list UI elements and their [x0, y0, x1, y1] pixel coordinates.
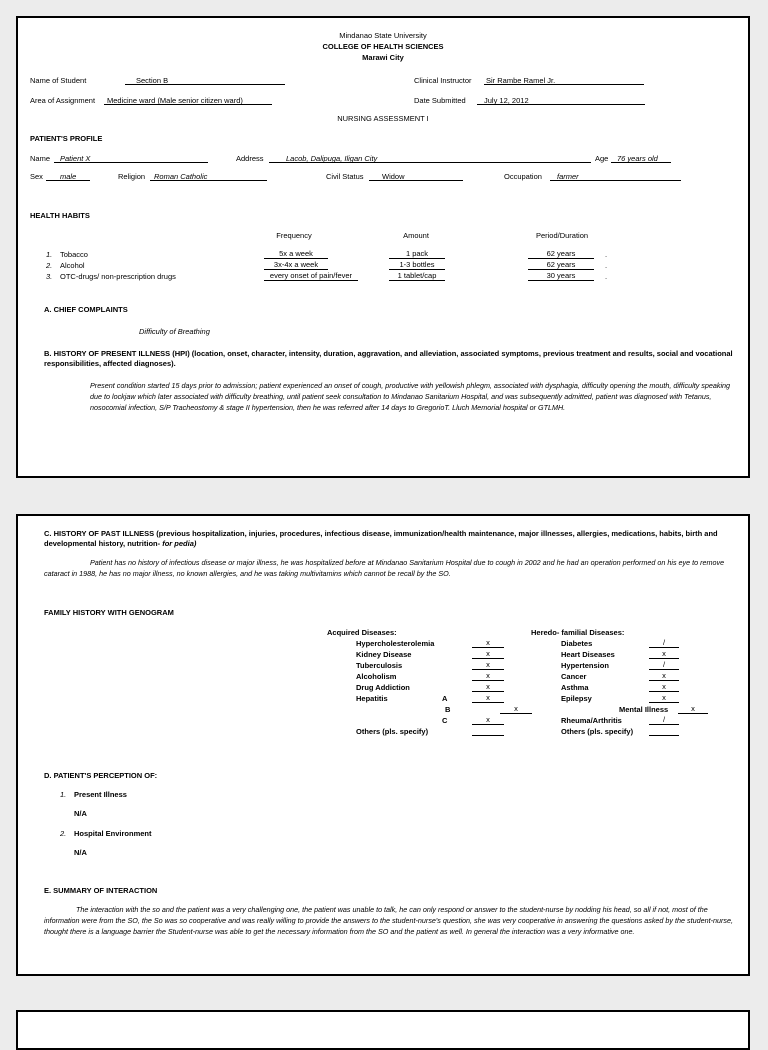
- acquired-mark: x: [472, 693, 504, 703]
- acquired-others-line: [472, 735, 504, 736]
- chief-complaints-text: Difficulty of Breathing: [139, 327, 210, 336]
- col-amount: Amount: [403, 231, 429, 240]
- acquired-others-label: Others (pls. specify): [356, 727, 429, 736]
- student-name-label: Name of Student: [30, 76, 87, 85]
- acquired-label: Tuberculosis: [356, 661, 403, 670]
- health-habits-heading: HEALTH HABITS: [30, 211, 90, 220]
- family-history-heading: FAMILY HISTORY WITH GENOGRAM: [44, 608, 174, 617]
- heredo-mark: x: [649, 682, 679, 692]
- habit-frequency: 5x a week: [264, 249, 328, 259]
- heredo-mark: /: [649, 638, 679, 648]
- habit-period: 62 years: [528, 249, 594, 259]
- acquired-label: Alcoholism: [356, 672, 397, 681]
- hepatitis-c-label: C: [442, 716, 448, 725]
- page-1: [16, 16, 750, 478]
- acquired-mark: x: [472, 660, 504, 670]
- heredo-label: Asthma: [561, 683, 589, 692]
- acquired-label: Hepatitis: [356, 694, 388, 703]
- address-label: Address: [236, 154, 264, 163]
- heredo-label: Heart Diseases: [561, 650, 615, 659]
- religion-value: Roman Catholic: [154, 172, 208, 181]
- occupation-label: Occupation: [504, 172, 542, 181]
- clinical-instructor-value: Sir Rambe Ramel Jr.: [486, 76, 556, 85]
- habit-label: Tobacco: [60, 250, 88, 259]
- habit-label: Alcohol: [60, 261, 85, 270]
- college-name: COLLEGE OF HEALTH SCIENCES: [322, 42, 444, 51]
- page-3: [16, 1010, 750, 1050]
- acquired-diseases-heading: Acquired Diseases:: [327, 628, 397, 637]
- heredo-mark: x: [649, 671, 679, 681]
- heredo-label: Hypertension: [561, 661, 609, 670]
- acquired-mark: x: [472, 649, 504, 659]
- perception-item-num: 2.: [60, 829, 67, 838]
- hospital-environment-label: Hospital Environment: [74, 829, 152, 838]
- hpi-heading: B. HISTORY OF PRESENT ILLNESS (HPI) (location, onset, character, intensity, duration, aggravation, and alleviation, associated symptoms, previous treatment and results, social and vocational responsibilities, affected diagnoses).: [44, 349, 733, 368]
- date-submitted-label: Date Submitted: [414, 96, 466, 105]
- acquired-mark: x: [472, 638, 504, 648]
- address-value: Lacob, Dalipuga, Iligan City: [286, 154, 378, 163]
- hepatitis-b-mark: x: [500, 704, 532, 714]
- heredo-others-label: Others (pls. specify): [561, 727, 634, 736]
- acquired-mark: x: [472, 682, 504, 692]
- heredo-mark: x: [649, 693, 679, 703]
- heredo-label: Cancer: [561, 672, 587, 681]
- area-label: Area of Assignment: [30, 96, 96, 105]
- habit-frequency: every onset of pain/fever: [264, 271, 358, 281]
- sex-label: Sex: [30, 172, 43, 181]
- rheuma-mark: /: [649, 715, 679, 725]
- habit-amount: 1-3 bottles: [389, 260, 445, 270]
- area-value: Medicine ward (Male senior citizen ward): [107, 96, 243, 105]
- habit-dot: .: [605, 272, 608, 281]
- chief-complaints-heading: A. CHIEF COMPLAINTS: [44, 305, 128, 314]
- habit-period: 30 years: [528, 271, 594, 281]
- mental-illness-mark: x: [678, 704, 708, 714]
- date-submitted-value: July 12, 2012: [484, 96, 529, 105]
- habit-num: 2.: [46, 261, 53, 270]
- city-name: Marawi City: [362, 53, 404, 62]
- student-section: Section B: [136, 76, 169, 85]
- civil-status-value: Widow: [382, 172, 405, 181]
- acquired-label: Drug Addiction: [356, 683, 410, 692]
- habit-frequency: 3x-4x a week: [264, 260, 328, 270]
- heredo-label: Diabetes: [561, 639, 593, 648]
- col-frequency: Frequency: [276, 231, 312, 240]
- occupation-value: farmer: [557, 172, 579, 181]
- col-period: Period/Duration: [535, 231, 589, 240]
- acquired-label: Kidney Disease: [356, 650, 412, 659]
- heredo-mark: x: [649, 649, 679, 659]
- perception-item-num: 1.: [60, 790, 67, 799]
- heredo-diseases-heading: Heredo- familial Diseases:: [531, 628, 625, 637]
- present-illness-label: Present Illness: [74, 790, 127, 799]
- university-name: Mindanao State University: [339, 31, 427, 40]
- hepatitis-a-label: A: [442, 694, 448, 703]
- hospital-environment-value: N/A: [74, 848, 87, 857]
- sex-value: male: [60, 172, 77, 181]
- clinical-instructor-label: Clinical Instructor: [414, 76, 472, 85]
- heredo-mark: /: [649, 660, 679, 670]
- rheuma-label: Rheuma/Arthritis: [561, 716, 622, 725]
- past-illness-heading: C. HISTORY OF PAST ILLNESS (previous hospitalization, injuries, procedures, infectious disease, immunization/health maintenance, major illnesses, allergies, medications, habits, birth and developmental history, nutrition- for pedia): [44, 529, 718, 548]
- perception-heading: D. PATIENT'S PERCEPTION OF:: [44, 771, 158, 780]
- habit-num: 1.: [46, 250, 53, 259]
- page-2: [16, 514, 750, 976]
- civil-status-label: Civil Status: [326, 172, 364, 181]
- religion-label: Religion: [118, 172, 146, 181]
- hepatitis-b-label: B: [445, 705, 451, 714]
- habit-amount: 1 pack: [389, 249, 445, 259]
- age-label: Age: [595, 154, 609, 163]
- habit-amount: 1 tablet/cap: [389, 271, 445, 281]
- past-illness-text: Patient has no history of infectious disease or major illness, he was hospitalized before at Mindanao Sanitarium Hospital due to cough in 2002 and he had an operation performed on his eye to remove cataract in 1988, he has no major illness, no known allergies, and he was taking multivitamins which cannot be recall by the SO.: [44, 558, 725, 578]
- summary-heading: E. SUMMARY OF INTERACTION: [44, 886, 158, 895]
- patient-name-value: Patient X: [60, 154, 91, 163]
- form-title: NURSING ASSESSMENT I: [337, 114, 429, 123]
- heredo-label: Epilepsy: [561, 694, 592, 703]
- habit-period: 62 years: [528, 260, 594, 270]
- present-illness-value: N/A: [74, 809, 87, 818]
- habit-label: OTC-drugs/ non-prescription drugs: [60, 272, 176, 281]
- patient-name-label: Name: [30, 154, 51, 163]
- acquired-label: Hypercholesterolemia: [356, 639, 435, 648]
- mental-illness-label: Mental Illness: [619, 705, 669, 714]
- acquired-mark: x: [472, 671, 504, 681]
- hepatitis-c-mark: x: [472, 715, 504, 725]
- age-value: 76 years old: [617, 154, 658, 163]
- habit-dot: .: [605, 261, 608, 270]
- habit-dot: .: [605, 250, 608, 259]
- habit-num: 3.: [46, 272, 53, 281]
- summary-text: The interaction with the so and the patient was a very challenging one, the patient was unable to talk, he can only respond or answer to the student-nurse by nodding his head, so all if not, most of the information were from the SO, the So was so cooperative and was really willing to provide the answers to the student-nurse's question, she was very cooperative in answering the questions asked by the student-nurse, thought there is a language barrier the Student-nurse was able to get the necessary information from the SO and the patient as well. In general the interaction was a very informative one.: [44, 905, 733, 936]
- profile-heading: PATIENT'S PROFILE: [30, 134, 103, 143]
- heredo-others-line: [649, 735, 679, 736]
- hpi-text: Present condition started 15 days prior to admission; patient experienced an onset of cough, productive with yellowish phlegm, associated with dysphagia, difficulty opening the mouth, difficulty speaking due to lockjaw which later associated with difficulty breathing, until patient seek consultation to Mindanao Sanitarium Hospital, and was subsequently admitted, patient was diagnosed with Tetanus, nosocomial infection, S/P Tracheostomy & stage II hypertension, then he was referred after 14 days to GregorioT. Lluch Memorial hospital or GTLMH.: [90, 381, 731, 412]
